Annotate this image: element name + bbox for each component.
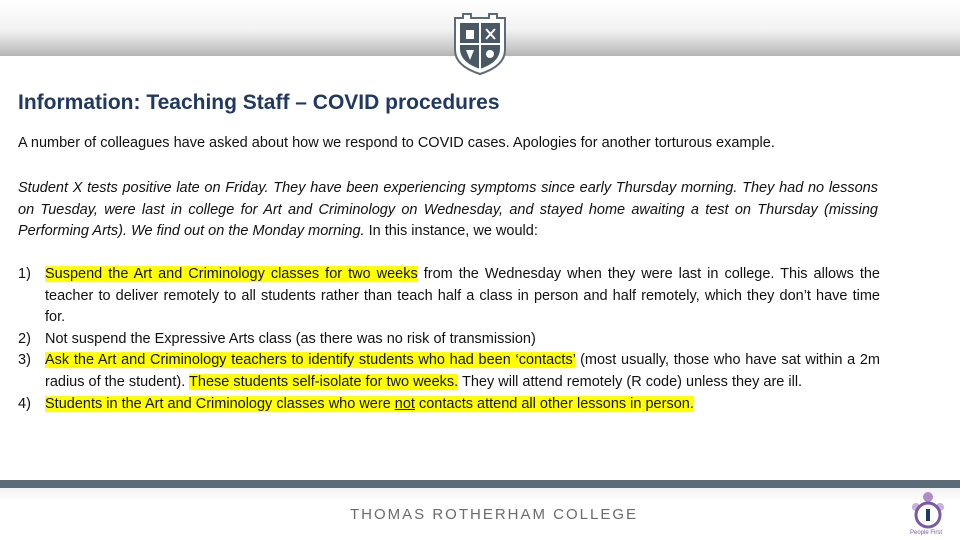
footer-bar (0, 480, 960, 488)
list-text: They will attend remotely (R code) unless they are ill. (458, 373, 803, 390)
people-first-trust-logo-icon (908, 489, 948, 533)
college-crest-icon (449, 12, 511, 76)
list-number: 3) (18, 352, 31, 369)
list-number: 1) (18, 266, 31, 282)
list-text: (most usually, those who have sat within a 2m radius of the student). (45, 352, 880, 390)
list-item (18, 350, 880, 393)
scenario-paragraph (18, 178, 878, 243)
list-item (18, 264, 880, 329)
list-text: Not suspend the Expressive Arts class (as there was no risk of transmission) (45, 330, 536, 347)
highlighted-text: Suspend the Art and Criminology classes for two weeks (45, 266, 418, 282)
college-name: THOMAS ROTHERHAM COLLEGE (350, 506, 639, 523)
list-item (18, 394, 880, 416)
action-list (18, 264, 880, 415)
highlighted-text-part: contacts attend all other lessons in person. (414, 395, 694, 412)
list-number: 4) (18, 395, 31, 412)
scenario-italic-text: Student X tests positive late on Friday. They have been experiencing symptoms since early Thursday morning. They had no lessons on Tuesday, were last in college for Art and Criminology on Wednesday, and stayed home awaiting a test on Thursday (missing Performing Arts). We find out on the Monday morning. (18, 180, 878, 239)
trust-logo-text: People First (910, 530, 943, 536)
intro-paragraph: A number of colleagues have asked about how we respond to COVID cases. Apologies for another torturous example. (18, 135, 775, 151)
list-text: from the Wednesday when they were last in college. This allows the teacher to deliver remotely to all students rather than teach half a class in person and half remotely, which they don’t have time for. (45, 266, 880, 326)
highlighted-text: These students self-isolate for two weeks. (189, 373, 459, 390)
page-title: Information: Teaching Staff – COVID procedures (18, 91, 500, 114)
highlighted-text-part: Students in the Art and Criminology classes who were (45, 395, 395, 412)
underlined-word: not (394, 395, 415, 412)
scenario-normal-text: In this instance, we would: (364, 223, 538, 239)
highlighted-text (45, 396, 694, 412)
highlighted-text: Ask the Art and Criminology teachers to identify students who had been ‘contacts’ (45, 352, 576, 369)
list-item (18, 329, 880, 351)
list-number: 2) (18, 330, 31, 347)
